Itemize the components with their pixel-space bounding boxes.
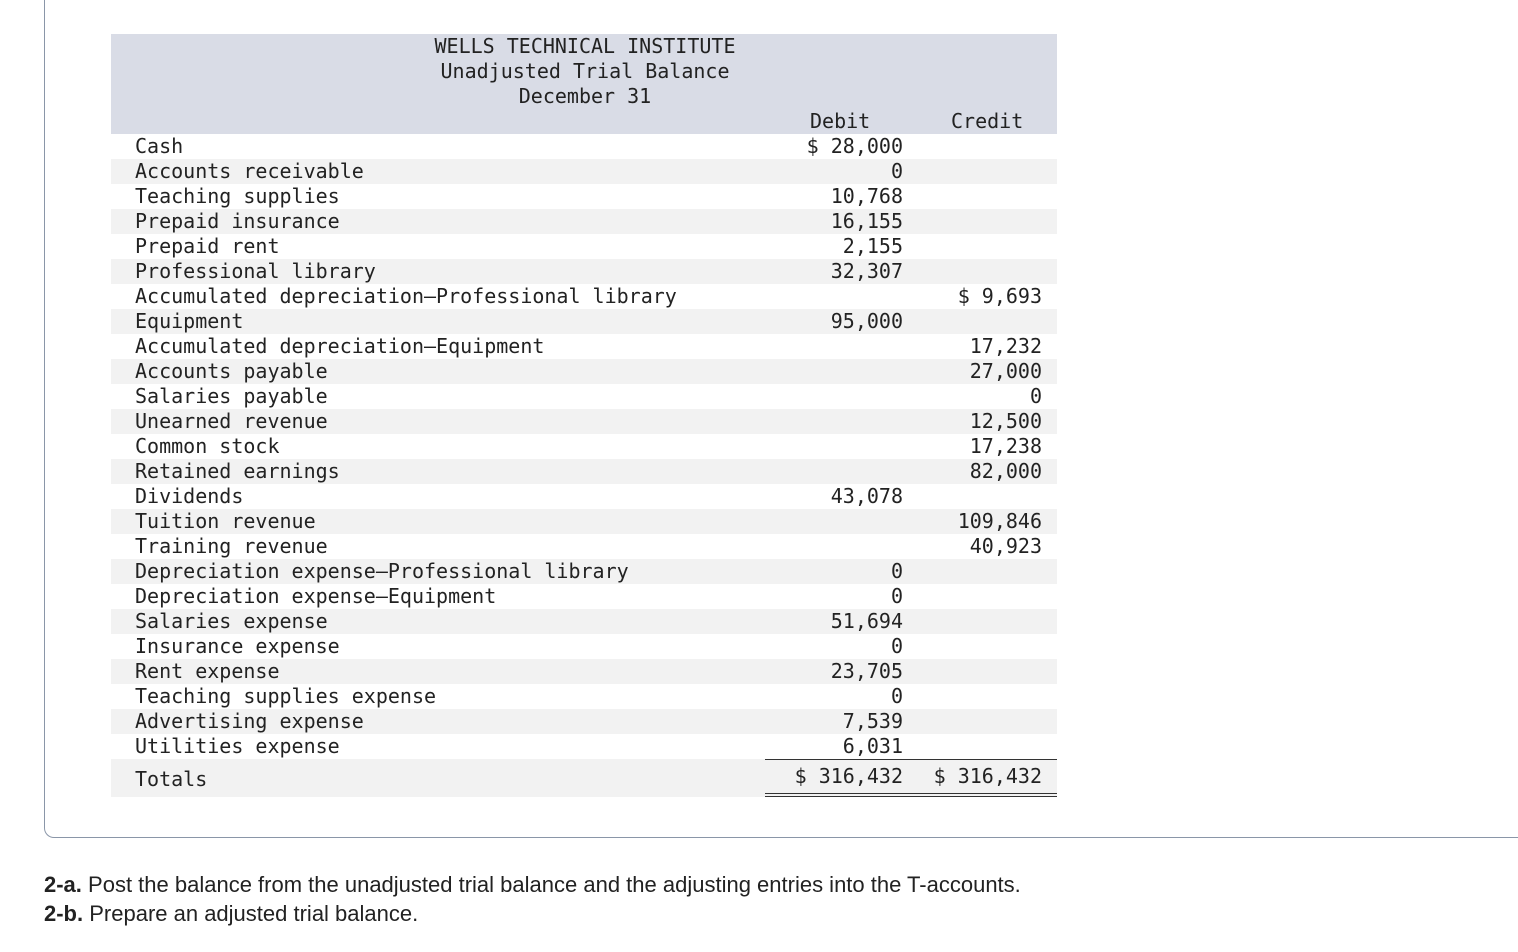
debit-column-header: Debit (810, 109, 871, 133)
table-row (111, 684, 1057, 709)
debit-amount: 7,539 (842, 709, 903, 733)
account-name: Depreciation expense—Equipment (135, 584, 497, 608)
totals-credit: $ 316,432 (933, 764, 1042, 788)
credit-amount: 40,923 (969, 534, 1042, 558)
totals-rule-double (765, 793, 1057, 797)
table-row (111, 284, 1057, 309)
table-row (111, 584, 1057, 609)
table-row (111, 259, 1057, 284)
credit-amount: 27,000 (969, 359, 1042, 383)
debit-amount: 95,000 (830, 309, 903, 333)
debit-amount: 32,307 (830, 259, 903, 283)
instruction-number: 2-a. (44, 872, 82, 897)
account-name: Dividends (135, 484, 244, 508)
debit-amount: 16,155 (830, 209, 903, 233)
debit-amount: 10,768 (830, 184, 903, 208)
statement-heading (381, 34, 789, 109)
credit-amount: 109,846 (957, 509, 1042, 533)
table-row (111, 559, 1057, 584)
totals-label: Totals (135, 767, 208, 791)
account-name: Cash (135, 134, 184, 158)
account-name: Accounts payable (135, 359, 328, 383)
table-row (111, 434, 1057, 459)
instruction-2a (44, 870, 1021, 899)
debit-amount: 51,694 (830, 609, 903, 633)
table-row (111, 509, 1057, 534)
instruction-text: Post the balance from the unadjusted trial balance and the adjusting entries into the T-accounts. (81, 872, 1021, 897)
debit-amount: 23,705 (830, 659, 903, 683)
table-row (111, 609, 1057, 634)
credit-amount: 0 (1029, 384, 1042, 408)
table-row (111, 659, 1057, 684)
table-row (111, 334, 1057, 359)
account-name: Prepaid insurance (135, 209, 340, 233)
statement-date: December 31 (518, 84, 652, 108)
credit-amount: 82,000 (969, 459, 1042, 483)
company-name: WELLS TECHNICAL INSTITUTE (434, 34, 736, 58)
instruction-text: Prepare an adjusted trial balance. (83, 901, 419, 926)
debit-amount: 43,078 (830, 484, 903, 508)
debit-amount: 6,031 (842, 734, 903, 758)
account-name: Tuition revenue (135, 509, 316, 533)
credit-amount: 12,500 (969, 409, 1042, 433)
debit-amount: 0 (890, 559, 903, 583)
table-row (111, 734, 1057, 759)
instructions (44, 870, 1021, 928)
account-name: Professional library (135, 259, 376, 283)
debit-amount: 0 (890, 584, 903, 608)
credit-amount: $ 9,693 (957, 284, 1042, 308)
table-row (111, 384, 1057, 409)
account-name: Teaching supplies (135, 184, 340, 208)
account-name: Depreciation expense—Professional library (135, 559, 629, 583)
account-name: Utilities expense (135, 734, 340, 758)
account-name: Unearned revenue (135, 409, 328, 433)
table-row (111, 359, 1057, 384)
table-row (111, 534, 1057, 559)
account-name: Accumulated depreciation—Equipment (135, 334, 545, 358)
account-name: Prepaid rent (135, 234, 280, 258)
credit-amount: 17,232 (969, 334, 1042, 358)
account-rows (111, 134, 1057, 759)
table-row (111, 134, 1057, 159)
table-row (111, 634, 1057, 659)
table-row (111, 484, 1057, 509)
table-header (111, 34, 1057, 134)
account-name: Insurance expense (135, 634, 340, 658)
table-row (111, 459, 1057, 484)
table-row (111, 309, 1057, 334)
trial-balance-table (111, 34, 1057, 797)
account-name: Accounts receivable (135, 159, 364, 183)
debit-amount: 0 (890, 159, 903, 183)
debit-amount: $ 28,000 (806, 134, 903, 158)
statement-title: Unadjusted Trial Balance (440, 59, 730, 83)
account-name: Salaries expense (135, 609, 328, 633)
debit-amount: 2,155 (842, 234, 903, 258)
credit-amount: 17,238 (969, 434, 1042, 458)
table-row (111, 209, 1057, 234)
account-name: Equipment (135, 309, 244, 333)
debit-amount: 0 (890, 684, 903, 708)
table-row (111, 234, 1057, 259)
instruction-2b (44, 899, 1021, 928)
account-name: Rent expense (135, 659, 280, 683)
credit-column-header: Credit (951, 109, 1024, 133)
account-name: Advertising expense (135, 709, 364, 733)
account-name: Accumulated depreciation—Professional library (135, 284, 677, 308)
account-name: Training revenue (135, 534, 328, 558)
account-name: Salaries payable (135, 384, 328, 408)
instruction-number: 2-b. (44, 901, 84, 926)
table-row (111, 184, 1057, 209)
account-name: Retained earnings (135, 459, 340, 483)
account-name: Common stock (135, 434, 280, 458)
table-row (111, 159, 1057, 184)
totals-row (111, 759, 1057, 797)
totals-rule-single (765, 759, 1057, 760)
table-row (111, 709, 1057, 734)
account-name: Teaching supplies expense (135, 684, 437, 708)
totals-debit: $ 316,432 (794, 764, 903, 788)
table-row (111, 409, 1057, 434)
debit-amount: 0 (890, 634, 903, 658)
